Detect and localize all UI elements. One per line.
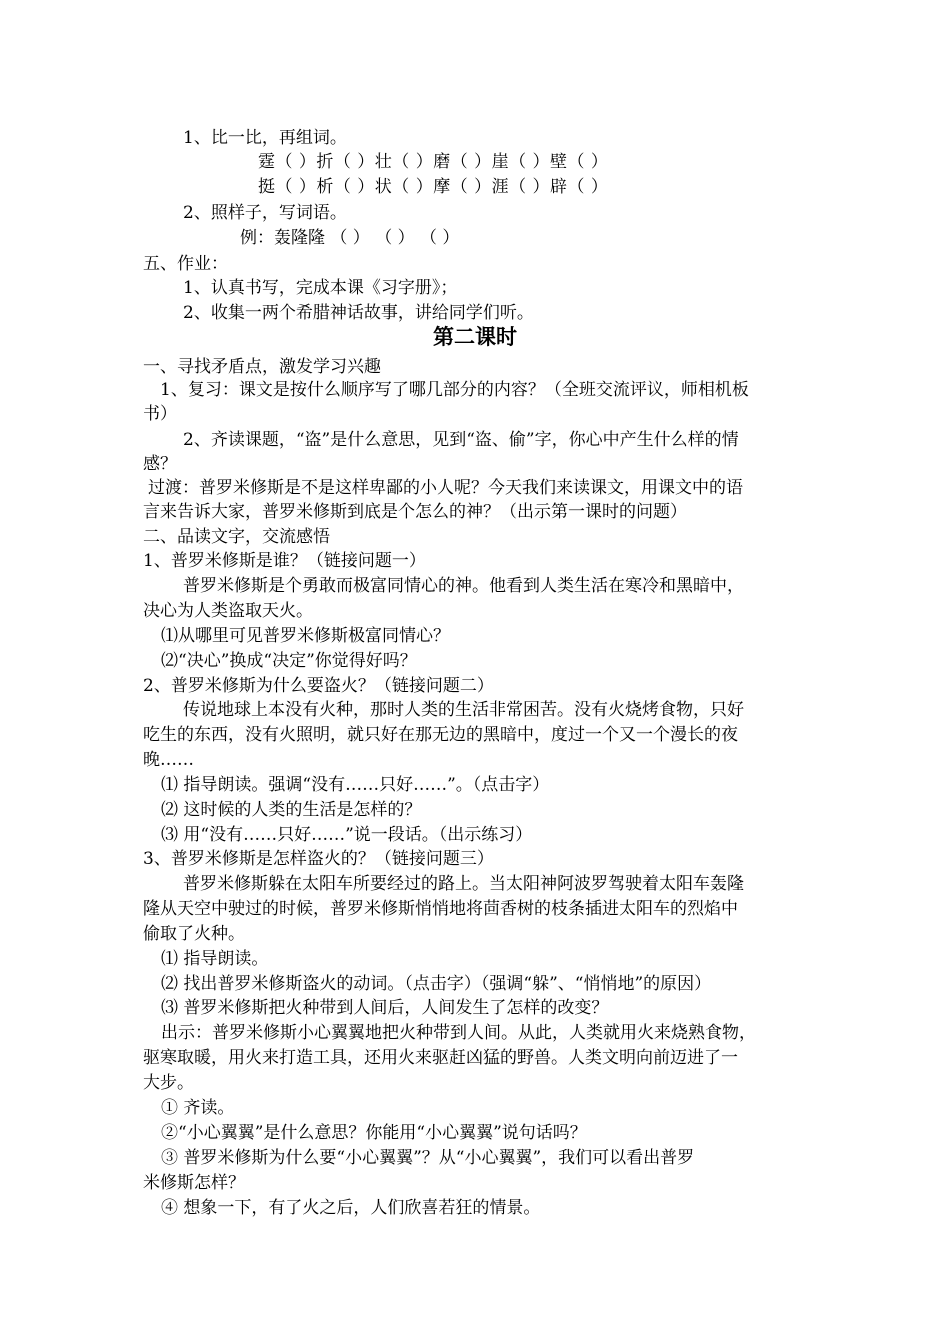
transition-line1: 过渡：普罗米修斯是不是这样卑鄙的小人呢？今天我们来读课文，用课文中的语 [148, 478, 743, 498]
section-2-para-line3: 晚…… [143, 750, 194, 770]
part-1-q2-line2: 感？ [143, 454, 177, 474]
section-3-para-line1: 普罗米修斯躲在太阳车所要经过的路上。当太阳神阿波罗驾驶着太阳车轰隆 [183, 874, 744, 894]
exercise-compare-heading: 1、比一比，再组词。 [183, 128, 347, 148]
section-2-question-2: ⑵ 这时候的人类的生活是怎样的？ [161, 800, 422, 820]
section-3-para-line2: 隆从天空中驶过的时候，普罗米修斯悄悄地将茴香树的枝条插进太阳车的烈焰中 [143, 899, 738, 919]
section-2-para-line2: 吃生的东西，没有火照明，就只好在那无边的黑暗中，度过一个又一个漫长的夜 [143, 725, 738, 745]
section-2-question-1: ⑴ 指导朗读。强调“没有……只好……”。（点击字） [161, 775, 550, 795]
pattern-example: 例：轰隆隆 （ ） （ ） （ ） [240, 228, 460, 248]
display-line2: 驱寒取暖，用火来打造工具，还用火来驱赶凶猛的野兽。人类文明向前迈进了一 [143, 1048, 738, 1068]
section-1-heading: 1、普罗米修斯是谁？（链接问题一） [143, 551, 426, 571]
section-3-question-3: ⑶ 普罗米修斯把火种带到人间后，人间发生了怎样的改变？ [161, 998, 609, 1018]
transition-line2: 言来告诉大家，普罗米修斯到底是个怎么的神？（出示第一课时的问题） [143, 502, 687, 522]
section-1-question-1: ⑴从哪里可见普罗米修斯极富同情心？ [161, 626, 450, 646]
section-1-para-line2: 决心为人类盗取天火。 [143, 601, 313, 621]
compare-row-2: 挺（ ）析（ ）状（ ）摩（ ）涯（ ）辟（ ） [258, 177, 609, 197]
section-3-question-2: ⑵ 找出普罗米修斯盗火的动词。（点击字）（强调“躲”、“悄悄地”的原因） [161, 974, 712, 994]
part-1-heading: 一、寻找矛盾点，激发学习兴趣 [143, 357, 381, 377]
section-2-para-line1: 传说地球上本没有火种，那时人类的生活非常困苦。没有火烧烤食物，只好 [183, 700, 744, 720]
section-1-para-line1: 普罗米修斯是个勇敢而极富同情心的神。他看到人类生活在寒冷和黑暗中， [183, 576, 744, 596]
section-2-heading: 2、普罗米修斯为什么要盗火？（链接问题二） [143, 676, 494, 696]
section-3-heading: 3、普罗米修斯是怎样盗火的？（链接问题三） [143, 849, 494, 869]
section-3-para-line3: 偷取了火种。 [143, 924, 245, 944]
homework-item-1: 1、认真书写，完成本课《习字册》； [183, 278, 458, 298]
section-2-question-3: ⑶ 用“没有……只好……”说一段话。（出示练习） [161, 825, 533, 845]
display-line3: 大步。 [143, 1073, 194, 1093]
circle-item-2: ②“小心翼翼”是什么意思？你能用“小心翼翼”说句话吗？ [161, 1123, 587, 1143]
lesson-2-title: 第二课时 [433, 324, 517, 349]
part-1-q1-line2: 书） [143, 404, 177, 424]
display-line1: 出示：普罗米修斯小心翼翼地把火种带到人间。从此，人类就用火来烧熟食物， [161, 1023, 756, 1043]
section-3-question-1: ⑴ 指导朗读。 [161, 949, 269, 969]
circle-item-3-line2: 米修斯怎样？ [143, 1173, 245, 1193]
homework-item-2: 2、收集一两个希腊神话故事，讲给同学们听。 [183, 303, 534, 323]
part-1-q2-line1: 2、齐读课题，“盗”是什么意思，见到“盗、偷”字，你心中产生什么样的情 [183, 430, 739, 450]
section-1-question-2: ⑵“决心”换成“决定”你觉得好吗？ [161, 651, 417, 671]
circle-item-3-line1: ③ 普罗米修斯为什么要“小心翼翼”？从“小心翼翼”，我们可以看出普罗 [161, 1148, 695, 1168]
homework-heading: 五、作业： [143, 254, 228, 274]
compare-row-1: 霆（ ）折（ ）壮（ ）磨（ ）崖（ ）壁（ ） [258, 152, 609, 172]
circle-item-1: ① 齐读。 [161, 1098, 235, 1118]
circle-item-4: ④ 想象一下，有了火之后，人们欣喜若狂的情景。 [161, 1198, 541, 1218]
exercise-pattern-heading: 2、照样子，写词语。 [183, 203, 347, 223]
part-1-q1-line1: 1、复习：课文是按什么顺序写了哪几部分的内容？（全班交流评议，师相机板 [160, 380, 749, 400]
part-2-heading: 二、品读文字，交流感悟 [143, 527, 330, 547]
